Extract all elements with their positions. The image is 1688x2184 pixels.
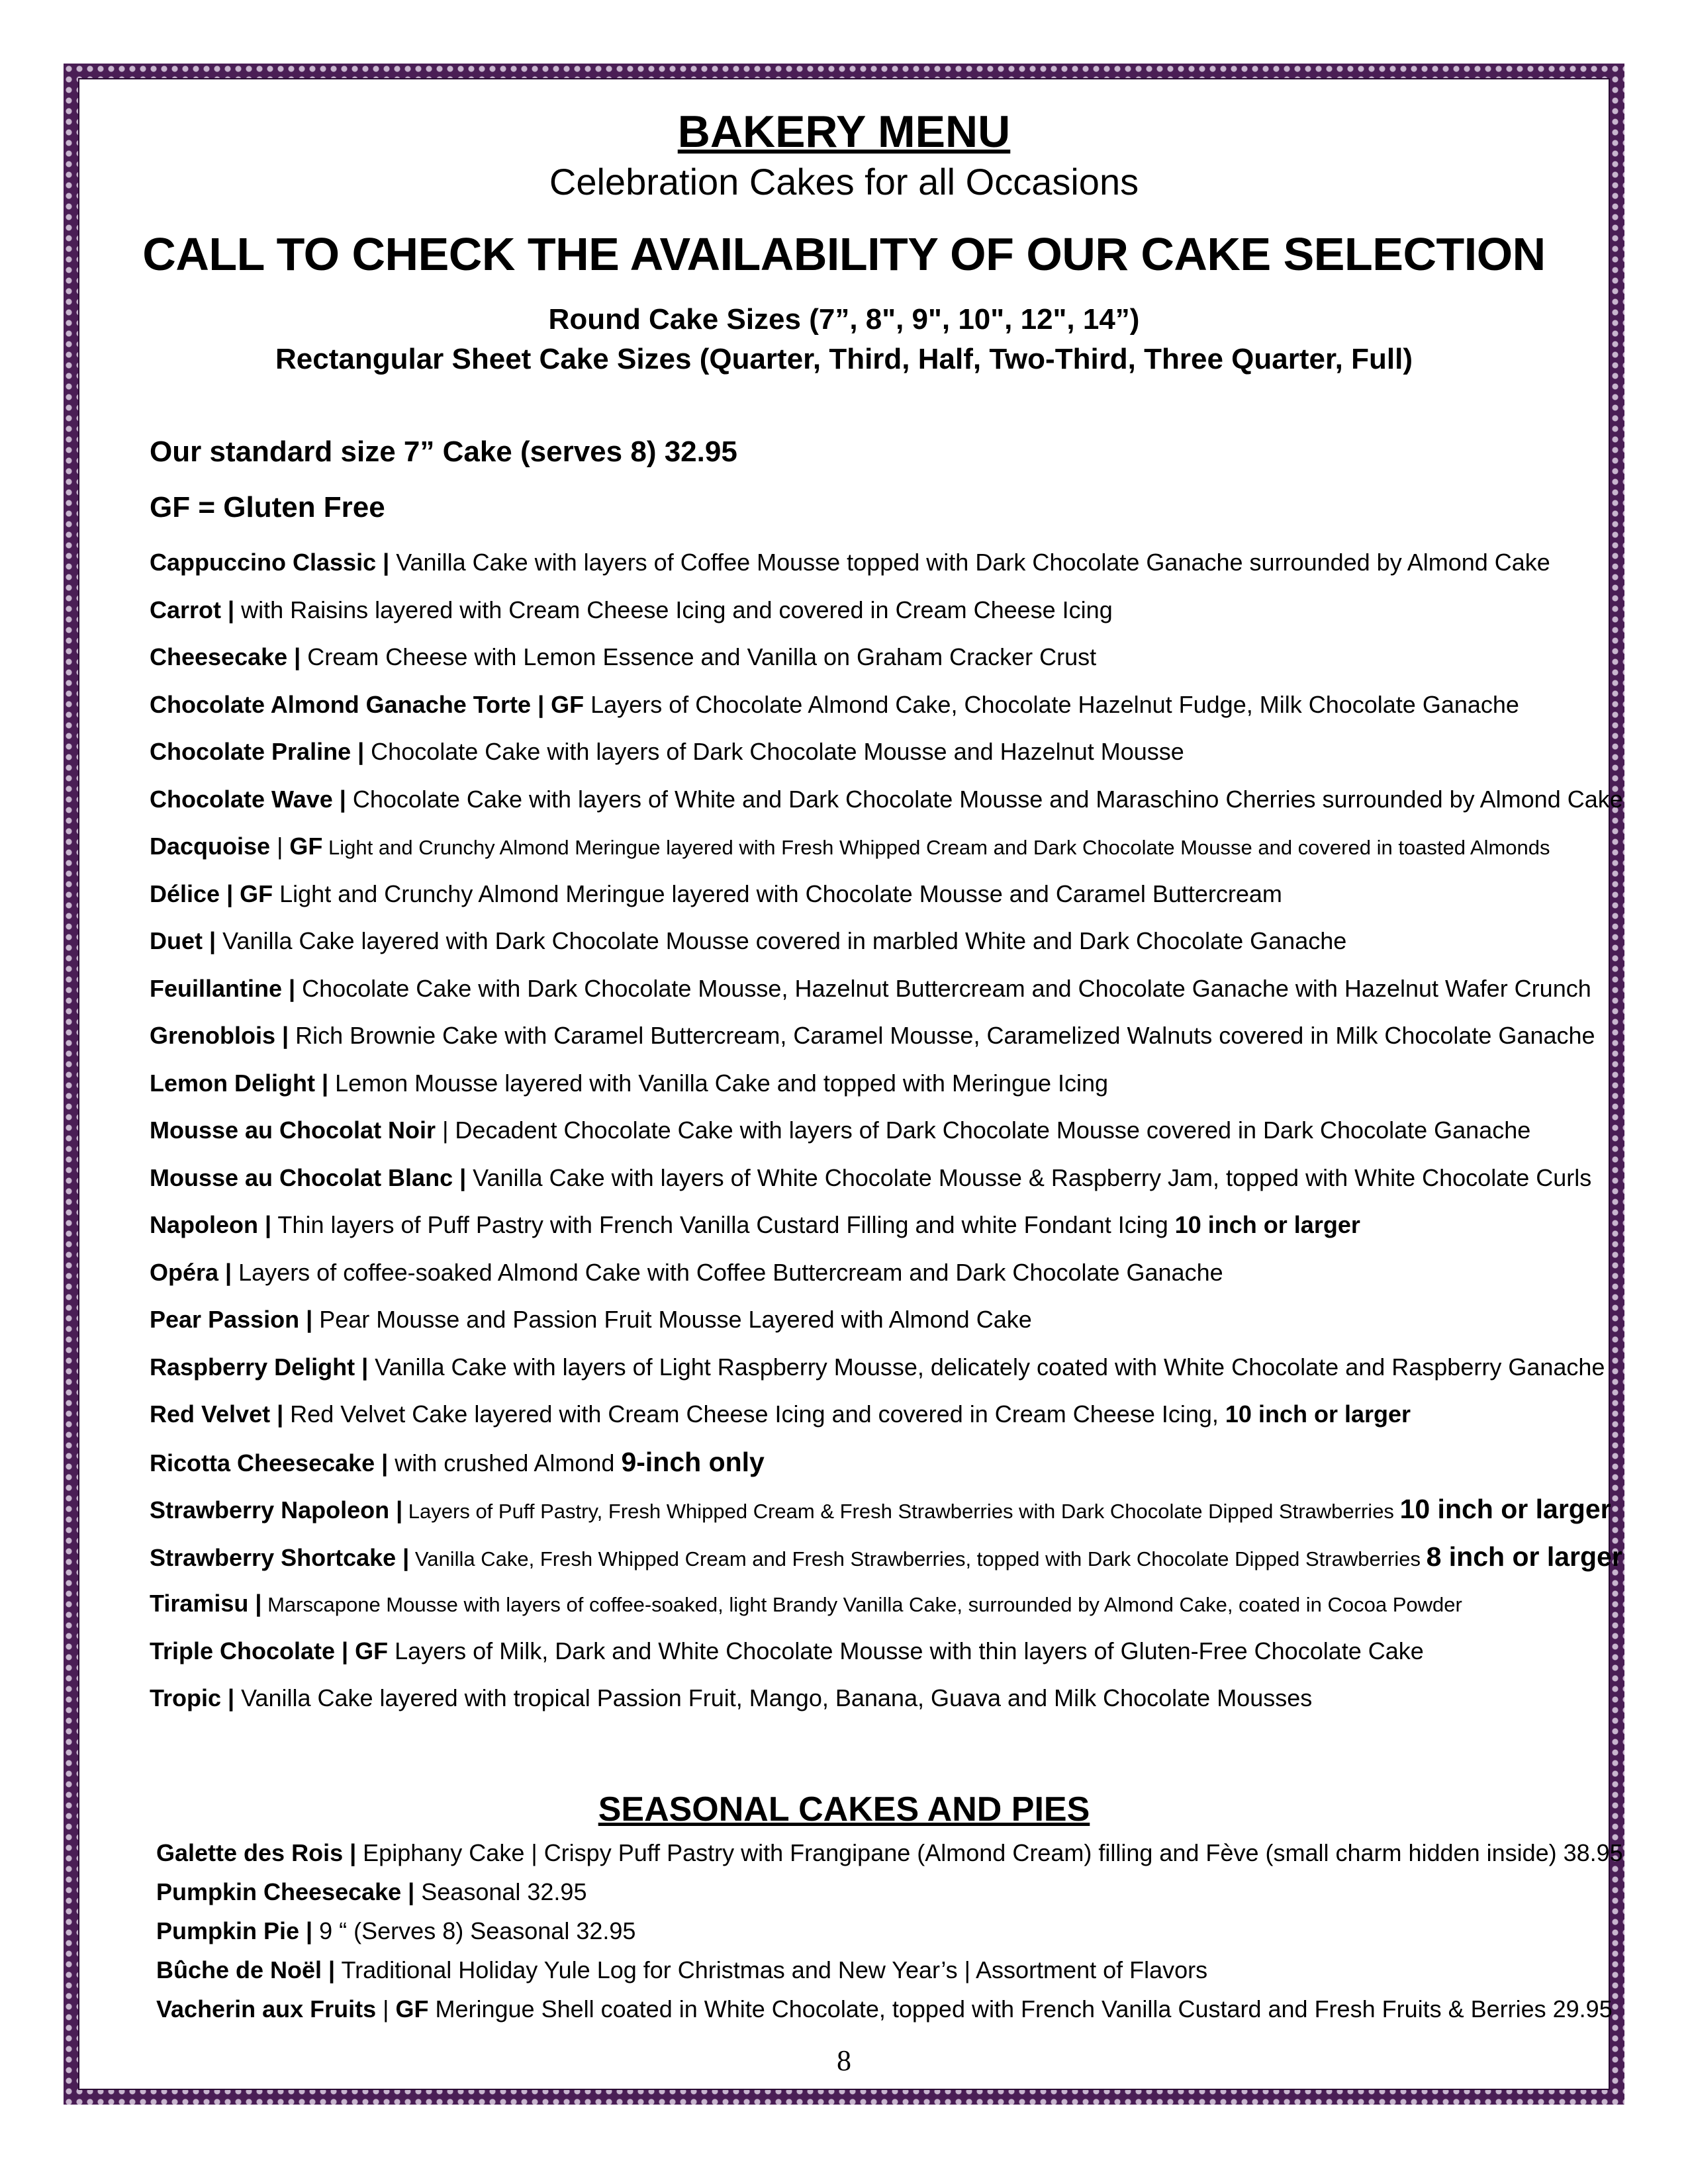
cake-description: Vanilla Cake, Fresh Whipped Cream and Fresh Strawberries, topped with Dark Chocolate Dipped Strawberries [409, 1547, 1427, 1570]
list-item [150, 1447, 1606, 1495]
cake-description: Chocolate Cake with layers of Dark Chocolate Mousse and Hazelnut Mousse [364, 738, 1184, 765]
cake-name: Ricotta Cheesecake | [150, 1449, 389, 1477]
cake-name: Délice | GF [150, 880, 273, 907]
cake-description: Vanilla Cake with layers of Light Raspberry Mousse, delicately coated with White Chocolate and Raspberry Ganache [368, 1353, 1605, 1381]
list-item [150, 880, 1606, 927]
gf-legend: GF = Gluten Free [150, 491, 385, 523]
list-item [150, 1494, 1611, 1542]
gf-tag: GF [395, 1995, 429, 2023]
list-item [150, 1021, 1606, 1069]
list-item [150, 643, 1606, 690]
seasonal-name: Pumpkin Pie | [156, 1917, 313, 1944]
list-item [150, 548, 1606, 596]
seasonal-name: Vacherin aux Fruits [156, 1995, 377, 2023]
cake-description: Light and Crunchy Almond Meringue layered with Chocolate Mousse and Caramel Buttercream [273, 880, 1282, 907]
size-note: 8 inch or larger [1426, 1541, 1622, 1572]
cake-name: Cappuccino Classic | [150, 549, 390, 576]
cake-name: Chocolate Praline | [150, 738, 365, 765]
cake-description: Thin layers of Puff Pastry with French Vanilla Custard Filling and white Fondant Icing [271, 1211, 1175, 1238]
cake-description: Vanilla Cake with layers of White Chocolate Mousse & Raspberry Jam, topped with White Chocolate Curls [466, 1163, 1592, 1191]
page-title: BAKERY MENU [677, 107, 1011, 157]
cake-name: Chocolate Wave | [150, 785, 346, 813]
list-item [150, 785, 1623, 833]
cake-description: Red Velvet Cake layered with Cream Cheese Icing and covered in Cream Cheese Icing, [283, 1400, 1225, 1428]
page-subtitle: Celebration Cakes for all Occasions [549, 161, 1139, 203]
list-item [150, 1541, 1622, 1590]
list-item [150, 927, 1606, 974]
cake-description: with Raisins layered with Cream Cheese Icing and covered in Cream Cheese Icing [234, 596, 1113, 623]
cake-name: Lemon Delight | [150, 1069, 329, 1097]
cake-description: Vanilla Cake layered with Dark Chocolate Mousse covered in marbled White and Dark Chocolate Ganache [216, 927, 1347, 954]
cake-name: Dacquoise [150, 833, 271, 860]
list-item [150, 1069, 1606, 1116]
size-note: 10 inch or larger [1399, 1494, 1611, 1524]
seasonal-description: | [376, 1995, 396, 2023]
cake-description: Rich Brownie Cake with Caramel Buttercream, Caramel Mousse, Caramelized Walnuts covered in Milk Chocolate Ganache [289, 1022, 1595, 1049]
list-item [150, 1400, 1606, 1447]
size-note: 10 inch or larger [1225, 1400, 1411, 1428]
cake-name: Carrot | [150, 596, 235, 623]
list-item [156, 1839, 1623, 1878]
size-note: 10 inch or larger [1174, 1211, 1360, 1238]
list-item [150, 1589, 1606, 1637]
cake-name: Mousse au Chocolat Blanc | [150, 1163, 467, 1191]
list-item [150, 1258, 1606, 1306]
seasonal-description: Epiphany Cake | Crispy Puff Pastry with Frangipane (Almond Cream) filling and Fève (small charm hidden inside) 38.95 [356, 1839, 1623, 1866]
cake-description: Chocolate Cake with Dark Chocolate Mousse, Hazelnut Buttercream and Chocolate Ganache with Hazelnut Wafer Crunch [295, 974, 1591, 1002]
cake-description: with crushed Almond [388, 1449, 622, 1477]
cake-name: Duet | [150, 927, 216, 954]
cake-description: Layers of Chocolate Almond Cake, Chocolate Hazelnut Fudge, Milk Chocolate Ganache [584, 690, 1519, 718]
cake-name: Cheesecake | [150, 643, 301, 670]
list-item [150, 737, 1606, 785]
cake-list [150, 548, 1623, 1731]
size-note: 9-inch only [621, 1446, 765, 1477]
sheet-sizes: Rectangular Sheet Cake Sizes (Quarter, Third, Half, Two-Third, Three Quarter, Full) [275, 343, 1413, 375]
seasonal-description: Meringue Shell coated in White Chocolate, topped with French Vanilla Custard and Fresh Fruits & Berries 29.95 [428, 1995, 1613, 2023]
cake-name: Chocolate Almond Ganache Torte | GF [150, 690, 585, 718]
availability-notice: CALL TO CHECK THE AVAILABILITY OF OUR CAKE SELECTION [142, 228, 1546, 280]
cake-name: Pear Passion | [150, 1306, 313, 1333]
cake-name: Raspberry Delight | [150, 1353, 369, 1381]
cake-name: Opéra | [150, 1258, 232, 1286]
cake-description: Cream Cheese with Lemon Essence and Vanilla on Graham Cracker Crust [301, 643, 1097, 670]
cake-description: Pear Mousse and Passion Fruit Mousse Layered with Almond Cake [312, 1306, 1032, 1333]
list-item [150, 596, 1606, 643]
list-item [150, 832, 1606, 880]
seasonal-list [156, 1839, 1623, 2034]
round-sizes: Round Cake Sizes (7”, 8", 9", 10", 12", 14”) [548, 303, 1140, 336]
list-item [150, 1163, 1606, 1211]
cake-description: Vanilla Cake layered with tropical Passion Fruit, Mango, Banana, Guava and Milk Chocolate Mousses [234, 1684, 1313, 1711]
cake-name: Feuillantine | [150, 974, 296, 1002]
list-item [150, 1684, 1606, 1731]
cake-name: Tropic | [150, 1684, 235, 1711]
cake-name: Grenoblois | [150, 1022, 289, 1049]
list-item [150, 1210, 1606, 1258]
seasonal-name: Bûche de Noël | [156, 1956, 336, 1983]
cake-description: Chocolate Cake with layers of White and Dark Chocolate Mousse and Maraschino Cherries surrounded by Almond Cake [346, 785, 1623, 813]
cake-description: | Decadent Chocolate Cake with layers of Dark Chocolate Mousse covered in Dark Chocolate Ganache [436, 1116, 1531, 1144]
page-number: 8 [837, 2044, 851, 2077]
list-item [150, 1353, 1606, 1400]
seasonal-name: Pumpkin Cheesecake | [156, 1878, 415, 1905]
cake-name: Red Velvet | [150, 1400, 284, 1428]
cake-name: Mousse au Chocolat Noir [150, 1116, 436, 1144]
cake-name: Strawberry Napoleon | [150, 1496, 403, 1524]
standard-size: Our standard size 7” Cake (serves 8) 32.95 [150, 435, 737, 468]
cake-description: Light and Crunchy Almond Meringue layered with Fresh Whipped Cream and Dark Chocolate Mousse and covered in toasted Almonds [322, 836, 1550, 859]
cake-description: Layers of coffee-soaked Almond Cake with Coffee Buttercream and Dark Chocolate Ganache [232, 1258, 1223, 1286]
list-item [156, 1917, 1613, 1956]
list-item [150, 1116, 1606, 1163]
list-item [156, 1956, 1613, 1995]
seasonal-name: Galette des Rois | [156, 1839, 357, 1866]
seasonal-description: 9 “ (Serves 8) Seasonal 32.95 [312, 1917, 636, 1944]
seasonal-description: Seasonal 32.95 [414, 1878, 587, 1905]
list-item [156, 1995, 1613, 2034]
cake-name: Triple Chocolate | GF [150, 1637, 389, 1664]
list-item [150, 974, 1606, 1022]
cake-name: Tiramisu | [150, 1590, 262, 1617]
list-item [156, 1878, 1613, 1917]
cake-description: Layers of Puff Pastry, Fresh Whipped Cream & Fresh Strawberries with Dark Chocolate Dipped Strawberries [402, 1500, 1400, 1523]
menu-page [78, 78, 1623, 2090]
cake-description: Marscapone Mousse with layers of coffee-soaked, light Brandy Vanilla Cake, surrounded by Almond Cake, coated in Cocoa Powder [261, 1593, 1462, 1616]
separator: | [270, 833, 290, 860]
seasonal-heading: SEASONAL CAKES AND PIES [598, 1790, 1090, 1829]
gf-tag: GF [289, 833, 323, 860]
cake-description: Layers of Milk, Dark and White Chocolate Mousse with thin layers of Gluten-Free Chocolate Cake [388, 1637, 1424, 1664]
cake-name: Napoleon | [150, 1211, 272, 1238]
cake-description: Vanilla Cake with layers of Coffee Mousse topped with Dark Chocolate Ganache surrounded by Almond Cake [389, 549, 1550, 576]
cake-description: Lemon Mousse layered with Vanilla Cake and topped with Meringue Icing [328, 1069, 1109, 1097]
seasonal-description: Traditional Holiday Yule Log for Christmas and New Year’s | Assortment of Flavors [335, 1956, 1208, 1983]
list-item [150, 690, 1606, 738]
list-item [150, 1305, 1606, 1353]
cake-name: Strawberry Shortcake | [150, 1543, 410, 1571]
list-item [150, 1637, 1606, 1684]
